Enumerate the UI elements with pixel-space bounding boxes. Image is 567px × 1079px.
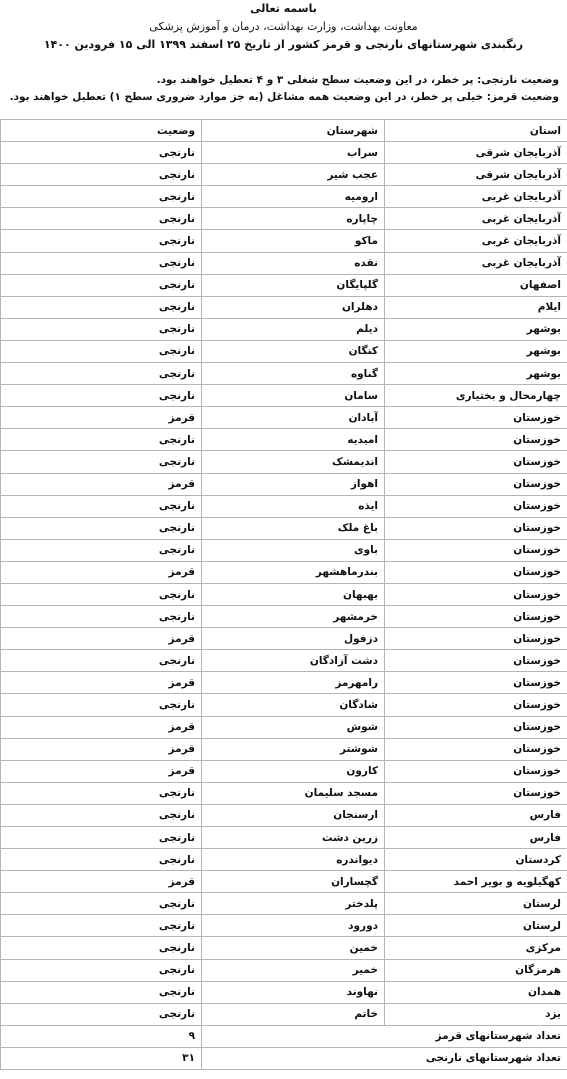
cell-province: چهارمحال و بختیاری: [385, 385, 567, 407]
cell-province: خوزستان: [385, 738, 567, 760]
cell-status: نارنجی: [1, 782, 202, 804]
cell-city: ارومیه: [202, 186, 385, 208]
cell-province: خوزستان: [385, 495, 567, 517]
cell-status: قرمز: [1, 407, 202, 429]
cell-city: کارون: [202, 760, 385, 782]
cell-status: نارنجی: [1, 1003, 202, 1025]
cell-city: آبادان: [202, 407, 385, 429]
cell-province: بوشهر: [385, 340, 567, 362]
cell-province: خوزستان: [385, 782, 567, 804]
cell-status: نارنجی: [1, 650, 202, 672]
table-row: [1, 1003, 567, 1025]
cell-city: اهواز: [202, 473, 385, 495]
cell-province: خوزستان: [385, 672, 567, 694]
table-row: [1, 517, 567, 539]
table-row: [1, 164, 567, 186]
cell-status: قرمز: [1, 473, 202, 495]
cell-province: آذربایجان غربی: [385, 186, 567, 208]
table-row: [1, 827, 567, 849]
cell-province: خوزستان: [385, 650, 567, 672]
table-row: [1, 959, 567, 981]
totals-row: [1, 1047, 567, 1069]
totals-label: تعداد شهرستانهای قرمز: [202, 1025, 567, 1047]
document-header: [0, 0, 567, 54]
cell-city: ارسنجان: [202, 804, 385, 826]
table-row: [1, 782, 567, 804]
table-row: [1, 363, 567, 385]
cell-status: نارنجی: [1, 164, 202, 186]
cell-status: قرمز: [1, 628, 202, 650]
cell-province: آذربایجان شرقی: [385, 142, 567, 164]
cell-province: یزد: [385, 1003, 567, 1025]
cell-city: شوشتر: [202, 738, 385, 760]
cell-status: نارنجی: [1, 296, 202, 318]
totals-value: ۹: [1, 1025, 202, 1047]
cell-province: خوزستان: [385, 539, 567, 561]
cell-province: آذربایجان غربی: [385, 252, 567, 274]
table-row: [1, 539, 567, 561]
cell-province: فارس: [385, 804, 567, 826]
cell-province: بوشهر: [385, 318, 567, 340]
cell-city: خرمشهر: [202, 606, 385, 628]
totals-value: ۳۱: [1, 1047, 202, 1069]
cell-city: امیدیه: [202, 429, 385, 451]
totals-row: [1, 1025, 567, 1047]
cell-province: خوزستان: [385, 407, 567, 429]
cell-status: نارنجی: [1, 186, 202, 208]
cell-province: خوزستان: [385, 517, 567, 539]
table-row: [1, 208, 567, 230]
cell-status: قرمز: [1, 760, 202, 782]
cell-province: آذربایجان غربی: [385, 208, 567, 230]
cell-city: پلدختر: [202, 893, 385, 915]
cell-province: خوزستان: [385, 561, 567, 583]
cell-city: سراب: [202, 142, 385, 164]
cell-city: کنگان: [202, 340, 385, 362]
cell-status: نارنجی: [1, 539, 202, 561]
cell-status: نارنجی: [1, 495, 202, 517]
cell-status: نارنجی: [1, 981, 202, 1003]
cell-status: نارنجی: [1, 694, 202, 716]
cell-city: دشت آزادگان: [202, 650, 385, 672]
table-row: [1, 274, 567, 296]
cell-city: بهبهان: [202, 583, 385, 605]
cell-city: سامان: [202, 385, 385, 407]
cell-province: بوشهر: [385, 363, 567, 385]
note-orange: وضعیت نارنجی: پر خطر، در این وضعیت سطح شغلی ۳ و ۴ تعطیل خواهند بود.: [156, 74, 559, 86]
table-row: [1, 230, 567, 252]
table-row: [1, 981, 567, 1003]
table-row: [1, 583, 567, 605]
cell-city: چاپاره: [202, 208, 385, 230]
cell-city: دورود: [202, 915, 385, 937]
cell-city: گناوه: [202, 363, 385, 385]
cell-province: کهگیلویه و بویر احمد: [385, 871, 567, 893]
table-row: [1, 672, 567, 694]
table-row: [1, 186, 567, 208]
cell-province: همدان: [385, 981, 567, 1003]
table-row: [1, 937, 567, 959]
table-row: [1, 318, 567, 340]
table-row: [1, 296, 567, 318]
cell-city: بندرماهشهر: [202, 561, 385, 583]
cell-city: اندیمشک: [202, 451, 385, 473]
cell-city: شوش: [202, 716, 385, 738]
cell-status: نارنجی: [1, 804, 202, 826]
cell-city: باوی: [202, 539, 385, 561]
cell-province: فارس: [385, 827, 567, 849]
cell-city: گچساران: [202, 871, 385, 893]
cell-status: نارنجی: [1, 142, 202, 164]
table-row: [1, 694, 567, 716]
table-row: [1, 915, 567, 937]
cell-status: نارنجی: [1, 363, 202, 385]
cell-city: دزفول: [202, 628, 385, 650]
table-row: [1, 716, 567, 738]
cell-status: نارنجی: [1, 340, 202, 362]
cell-status: نارنجی: [1, 827, 202, 849]
header-status: وضعیت: [1, 120, 202, 142]
cell-city: دیلم: [202, 318, 385, 340]
cell-province: خوزستان: [385, 451, 567, 473]
table-row: [1, 738, 567, 760]
cell-status: نارنجی: [1, 893, 202, 915]
cell-province: خوزستان: [385, 429, 567, 451]
cell-province: ایلام: [385, 296, 567, 318]
cell-province: هرمزگان: [385, 959, 567, 981]
city-status-table: [0, 119, 567, 1070]
cell-city: عجب شیر: [202, 164, 385, 186]
cell-province: آذربایجان شرقی: [385, 164, 567, 186]
table-row: [1, 385, 567, 407]
cell-city: خمین: [202, 937, 385, 959]
table-row: [1, 429, 567, 451]
table-row: [1, 451, 567, 473]
cell-city: باغ ملک: [202, 517, 385, 539]
header-city: شهرستان: [202, 120, 385, 142]
cell-status: نارنجی: [1, 583, 202, 605]
cell-status: قرمز: [1, 716, 202, 738]
cell-city: گلپایگان: [202, 274, 385, 296]
cell-city: مسجد سلیمان: [202, 782, 385, 804]
table-row: [1, 650, 567, 672]
cell-status: نارنجی: [1, 937, 202, 959]
status-notes: [0, 72, 567, 106]
cell-status: نارنجی: [1, 451, 202, 473]
header-invocation: باسمه تعالی: [250, 2, 317, 15]
table-row: [1, 628, 567, 650]
cell-province: آذربایجان غربی: [385, 230, 567, 252]
cell-status: قرمز: [1, 672, 202, 694]
cell-city: خمیر: [202, 959, 385, 981]
totals-label: تعداد شهرستانهای نارنجی: [202, 1047, 567, 1069]
cell-province: خوزستان: [385, 760, 567, 782]
cell-status: نارنجی: [1, 274, 202, 296]
table-row: [1, 407, 567, 429]
table-row: [1, 760, 567, 782]
table-totals: [1, 1025, 567, 1069]
cell-city: شادگان: [202, 694, 385, 716]
cell-status: نارنجی: [1, 429, 202, 451]
note-red: وضعیت قرمز: خیلی پر خطر، در این وضعیت همه مشاغل (به جز موارد ضروری سطح ۱) تعطیل خواهند بود.: [9, 91, 559, 103]
table-row: [1, 849, 567, 871]
cell-city: رامهرمز: [202, 672, 385, 694]
cell-city: نقده: [202, 252, 385, 274]
cell-status: نارنجی: [1, 915, 202, 937]
cell-status: قرمز: [1, 561, 202, 583]
header-title: رنگبندی شهرستانهای نارنجی و قرمز کشور از تاریخ ۲۵ اسفند ۱۳۹۹ الی ۱۵ فرودین ۱۴۰۰: [43, 38, 524, 51]
cell-province: خوزستان: [385, 583, 567, 605]
table-row: [1, 473, 567, 495]
cell-city: خاتم: [202, 1003, 385, 1025]
cell-province: کردستان: [385, 849, 567, 871]
cell-city: زرین دشت: [202, 827, 385, 849]
cell-status: نارنجی: [1, 252, 202, 274]
cell-province: لرستان: [385, 893, 567, 915]
cell-status: نارنجی: [1, 606, 202, 628]
cell-status: نارنجی: [1, 517, 202, 539]
cell-city: دهلران: [202, 296, 385, 318]
cell-province: لرستان: [385, 915, 567, 937]
table-row: [1, 804, 567, 826]
cell-status: نارنجی: [1, 318, 202, 340]
table-header-row: [1, 120, 567, 142]
table-row: [1, 495, 567, 517]
cell-status: نارنجی: [1, 385, 202, 407]
table-row: [1, 871, 567, 893]
table-row: [1, 142, 567, 164]
cell-status: نارنجی: [1, 208, 202, 230]
cell-province: خوزستان: [385, 628, 567, 650]
cell-status: نارنجی: [1, 849, 202, 871]
cell-province: اصفهان: [385, 274, 567, 296]
cell-status: نارنجی: [1, 230, 202, 252]
header-province: استان: [385, 120, 567, 142]
table-row: [1, 252, 567, 274]
cell-city: نهاوند: [202, 981, 385, 1003]
cell-province: خوزستان: [385, 716, 567, 738]
cell-status: قرمز: [1, 738, 202, 760]
cell-city: ماکو: [202, 230, 385, 252]
cell-status: قرمز: [1, 871, 202, 893]
cell-city: ایذه: [202, 495, 385, 517]
cell-province: خوزستان: [385, 606, 567, 628]
table-body: [1, 142, 567, 1026]
cell-status: نارنجی: [1, 959, 202, 981]
cell-city: دیواندره: [202, 849, 385, 871]
cell-province: مرکزی: [385, 937, 567, 959]
table-row: [1, 340, 567, 362]
header-ministry: معاونت بهداشت، وزارت بهداشت، درمان و آموزش پزشکی: [149, 20, 418, 33]
cell-province: خوزستان: [385, 694, 567, 716]
cell-province: خوزستان: [385, 473, 567, 495]
table-row: [1, 561, 567, 583]
table-row: [1, 893, 567, 915]
table-row: [1, 606, 567, 628]
